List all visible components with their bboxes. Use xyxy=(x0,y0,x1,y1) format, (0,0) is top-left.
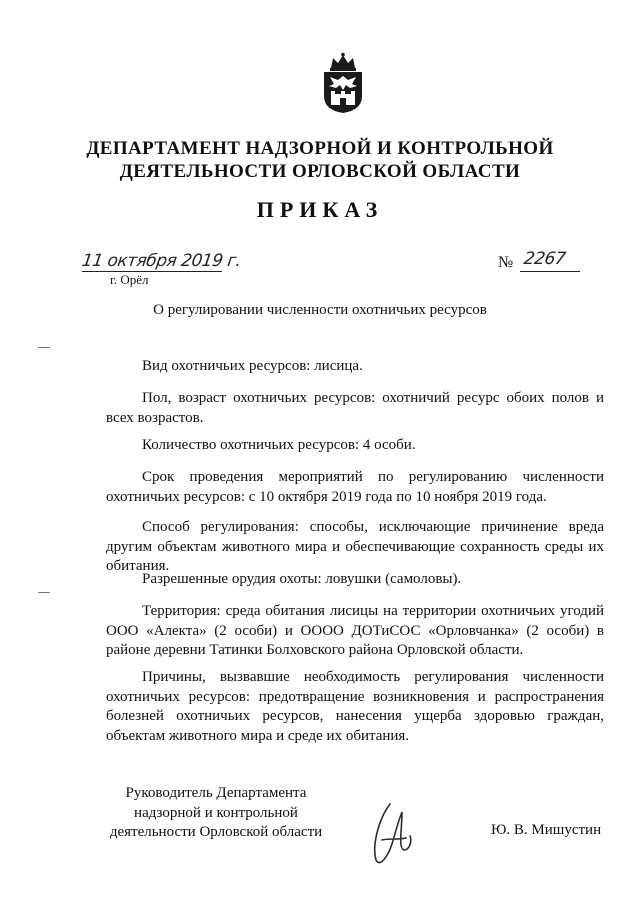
signatory-position xyxy=(106,784,326,843)
handwritten-number: 2267 xyxy=(522,249,567,269)
document-type-title: ПРИКАЗ xyxy=(256,197,384,222)
coat-of-arms-icon xyxy=(318,52,368,114)
paragraph-sex-age: Пол, возраст охотничьих ресурсов: охотничий ресурс обоих полов и всех возрастов. xyxy=(106,390,604,426)
paragraph-method: Способ регулирования: способы, исключающие причинение вреда другим объектам животного мира и обеспечивающие сохранность среды их обитания. xyxy=(106,519,604,574)
paragraph-tools: Разрешенные орудия охоты: ловушки (самоловы). xyxy=(142,571,462,587)
order-subject: О регулировании численности охотничьих ресурсов xyxy=(153,302,487,318)
department-title-line-1: ДЕПАРТАМЕНТ НАДЗОРНОЙ И КОНТРОЛЬНОЙ xyxy=(86,138,554,159)
paragraph-period: Срок проведения мероприятий по регулированию численности охотничьих ресурсов: с 10 октября 2019 года по 10 ноября 2019 года. xyxy=(106,469,604,505)
handwritten-date: 11 октября 2019 г. xyxy=(80,251,243,271)
date-underline xyxy=(82,271,222,272)
department-title-line-2: ДЕЯТЕЛЬНОСТИ ОРЛОВСКОЙ ОБЛАСТИ xyxy=(119,161,521,182)
paragraph-reasons: Причины, вызвавшие необходимость регулирования численности охотничьих ресурсов: предотвращение возникновения и распространения болезней охотничьих ресурсов, нанесения ущерба здоровью граждан, объектам животного мира и среде их обитания. xyxy=(106,669,604,744)
signatory-name: Ю. В. Мишустин xyxy=(491,822,602,838)
paragraph-quantity: Количество охотничьих ресурсов: 4 особи. xyxy=(142,437,416,453)
margin-mark xyxy=(38,592,50,593)
position-line-2: надзорной и контрольной xyxy=(134,804,298,821)
position-line-3: деятельности Орловской области xyxy=(109,824,323,840)
city-label: г. Орёл xyxy=(110,272,149,287)
handwritten-signature-icon xyxy=(368,800,416,870)
number-underline xyxy=(520,271,580,272)
paragraph-species: Вид охотничьих ресурсов: лисица. xyxy=(142,358,363,374)
number-label: № xyxy=(498,254,514,271)
margin-mark xyxy=(38,347,50,348)
position-line-1: Руководитель Департамента xyxy=(125,785,307,801)
paragraph-territory: Территория: среда обитания лисицы на территории охотничьих угодий ООО «Алекта» (2 особи) и ОООО ДОТиСОС «Орловчанка» (2 особи) в районе деревни Татинки Болховского района Орловской области. xyxy=(106,603,604,658)
